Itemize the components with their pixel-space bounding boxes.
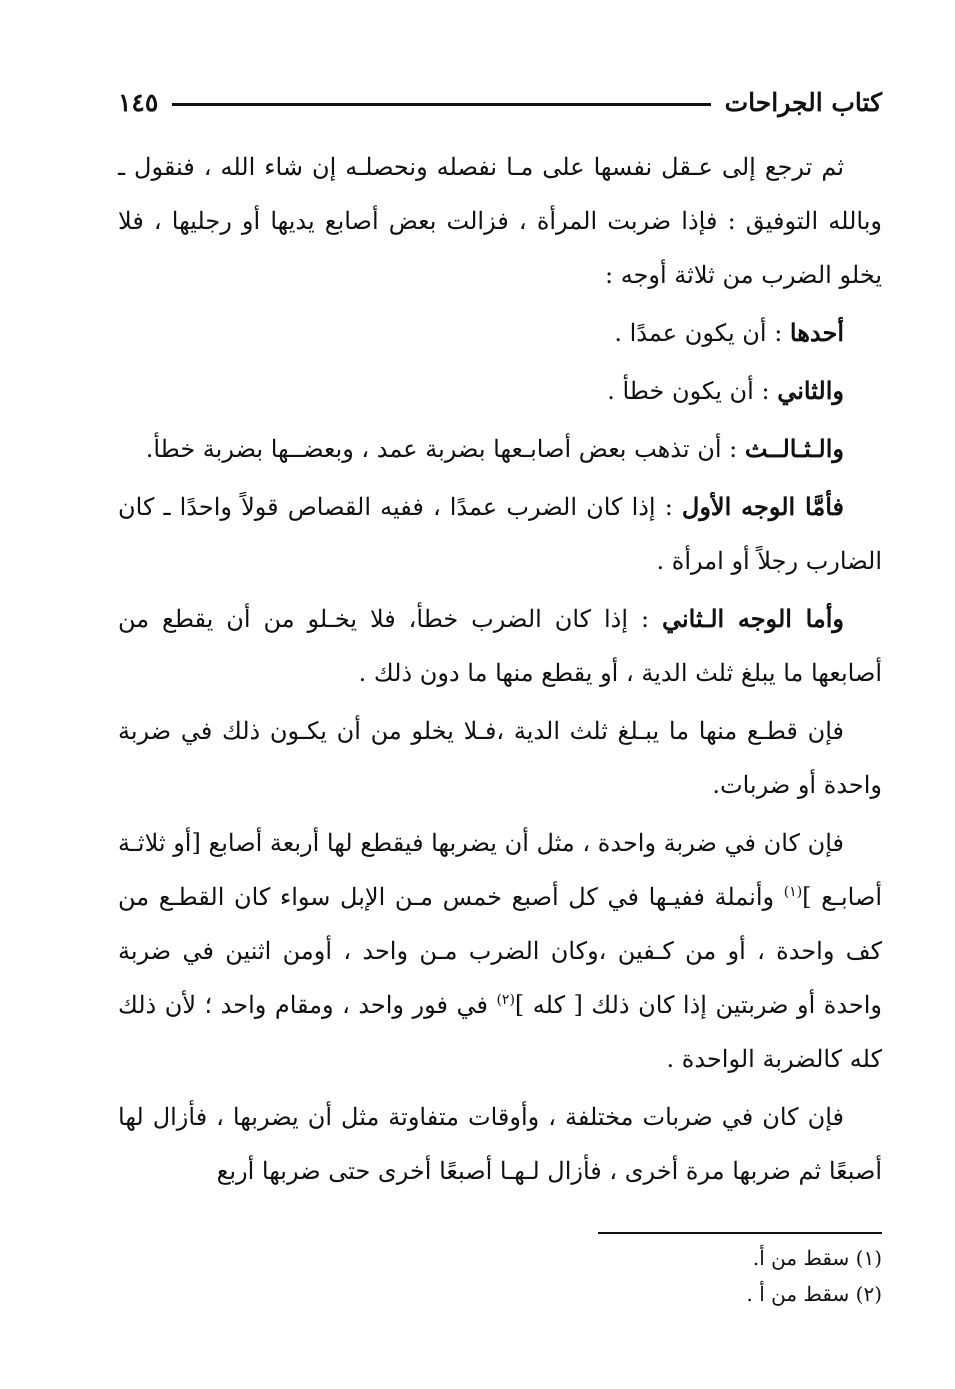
- page-number: ١٤٥: [118, 87, 159, 117]
- footnote-ref-1[interactable]: (١): [783, 884, 803, 900]
- paragraph-lead: فأمَّا الوجه الأول: [681, 492, 844, 521]
- footnote-rule: [598, 1232, 882, 1234]
- paragraph-third-case: [118, 422, 882, 476]
- paragraph-lead: والـثـالــث: [744, 434, 844, 463]
- footnote-2: (٢) سقط من أ .: [746, 1282, 882, 1306]
- paragraph-intro: [118, 140, 882, 302]
- paragraph-multiple-blows: [118, 1090, 882, 1198]
- footnote-ref-2[interactable]: (٢): [496, 992, 515, 1008]
- paragraph-text: : إذا كان الضرب خطأ، فلا يخـلو من أن يقطع من أصابعها ما يبلغ ثلث الدية ، أو يقطع منها ما دون ذلك .: [118, 605, 882, 687]
- header-rule: [172, 103, 710, 106]
- paragraph-text: : أن يكون عمدًا .: [614, 319, 790, 347]
- paragraph-third-of-diya: [118, 704, 882, 812]
- footnotes: [118, 1240, 882, 1312]
- paragraph-text: : أن يكون خطأ .: [607, 377, 778, 405]
- paragraph-lead: أحدها: [789, 318, 844, 347]
- paragraph-text: فإن قطـع منها ما يبـلغ ثلث الدية ،فـلا يخلو من أن يكـون ذلك في ضربة واحدة أو ضربات.: [118, 717, 882, 799]
- paragraph-first-case: [118, 306, 882, 360]
- paragraph-first-aspect: [118, 480, 882, 588]
- paragraph-lead: وأما الوجه الـثاني: [661, 604, 845, 633]
- paragraph-text: فإن كان في ضربات مختلفة ، وأوقات متفاوتة مثل أن يضربها ، فأزال لها أصبعًا ثم ضربها مرة أخرى ، فأزال لـهـا أصبعًا أخرى حتى ضربها أربع: [118, 1103, 882, 1185]
- main-text: [118, 140, 882, 1202]
- paragraph-text: فإن كان في ضربة واحدة ، مثل أن يضربها فيقطع لها أربعة أصابع [أو ثلاثـة أصابـع ]: [118, 829, 882, 911]
- paragraph-second-aspect: [118, 592, 882, 700]
- running-title: كتاب الجراحات: [724, 87, 882, 117]
- page-header: [118, 84, 882, 120]
- paragraph-text: : أن تذهب بعض أصابـعها بضربة عمد ، وبعضــها بضربة خطأ.: [145, 435, 745, 463]
- paragraph-lead: والثاني: [777, 376, 844, 405]
- paragraph-single-blow: [118, 816, 882, 1086]
- paragraph-text: وأنملة ففيـها في كل أصبع خمس مـن الإبل سواء كان القطـع من كف واحدة ، أو من كـفين ،وكان الضرب مـن واحد ، أومن اثنين في ضربة واحدة أو ضربتين إذا كان ذلك [ كله ]: [118, 883, 883, 1019]
- footnote-1: (١) سقط من أ.: [752, 1246, 882, 1270]
- paragraph-text: ثم ترجع إلى عـقل نفسها على مـا نفصله ونحصلـه إن شاء الله ، فنقول ـ وبالله التوفيق : فإذا ضربت المرأة ، فزالت بعض أصابع يديها أو رجليها ، فلا يخلو الضرب من ثلاثة أوجه :: [118, 153, 882, 289]
- paragraph-text: : إذا كان الضرب عمدًا ، ففيه القصاص قولاً واحدًا ـ كان الضارب رجلاً أو امرأة .: [118, 493, 882, 575]
- paragraph-second-case: [118, 364, 882, 418]
- paragraph-text: في فور واحد ، ومقام واحد ؛ لأن ذلك كله كالضربة الواحدة .: [118, 991, 882, 1073]
